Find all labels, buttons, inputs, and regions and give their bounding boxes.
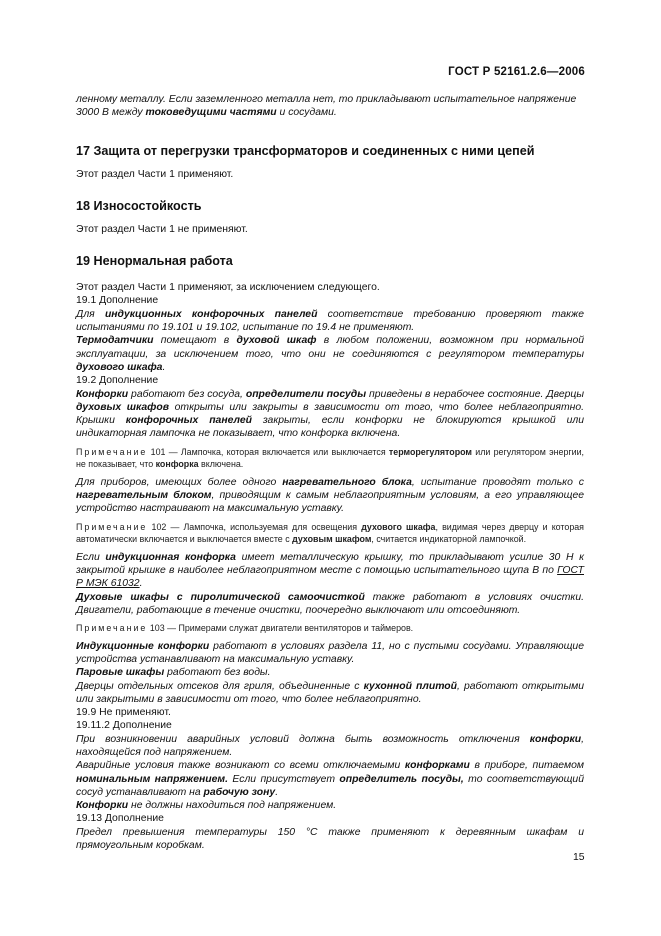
text-run: . (275, 786, 279, 798)
clause-19-2-heading: 19.2 Дополнение (76, 375, 159, 387)
section-17-text: Этот раздел Части 1 применяют. (76, 168, 234, 180)
term-run: нагревательного блока (282, 476, 412, 488)
term-run: определитель посуды, (339, 773, 464, 785)
text-run: или регулятором энергии, не показывает, что (76, 446, 584, 470)
term-run: конфорками (404, 760, 470, 772)
section-18-text: Этот раздел Части 1 не применяют. (76, 223, 248, 235)
term-run: терморегулятором (388, 446, 472, 457)
term-run: конфорочных панелей (125, 415, 252, 427)
term-run: индукционная конфорка (105, 551, 236, 563)
text-run: не должны находиться под напряжением. (128, 800, 337, 812)
text-run: закрыты, если конфорки не блокируются крышкой или индикаторная лампочка не показывает, что конфорка включена. (76, 415, 584, 440)
term-run: номинальным напряжением. (76, 773, 228, 785)
intro-line-2c: и сосудами. (276, 107, 337, 119)
text-run: то соответствующий сосуд устанавливают на (76, 773, 584, 798)
term-run: духового шкафа (361, 521, 436, 532)
note-label: Примечание (76, 446, 148, 457)
term-run: индукционных конфорочных панелей (104, 308, 318, 320)
clause-19-2-paragraph-a (76, 388, 584, 441)
clause-19-2-paragraph-c (76, 476, 584, 516)
clause-19-9: 19.9 Не применяют. (76, 707, 171, 719)
clause-19-1-heading: 19.1 Дополнение (76, 295, 159, 307)
text-run: , видимая через дверцу и которая автоматически включается и выключается вместе с (76, 521, 584, 545)
clause-19-13-heading: 19.13 Дополнение (76, 813, 164, 825)
section-19-text: Этот раздел Части 1 применяют, за исключением следующего. (76, 282, 380, 294)
text-run: , работают открытыми или закрытыми в зависимости от того, что более неблагоприятно. (76, 680, 584, 705)
text-run: , считается индикаторной лампочкой. (371, 534, 527, 545)
section-17-title: 17 Защита от перегрузки трансформаторов и соединенных с ними цепей (76, 143, 535, 158)
standard-reference-link[interactable]: ГОСТ Р МЭК 61032 (76, 564, 584, 590)
text-run: помещают в (153, 335, 237, 347)
note-103 (76, 622, 584, 635)
section-19-title: 19 Ненормальная работа (76, 254, 233, 269)
term-run: рабочую зону (203, 786, 276, 798)
term-run: духовым шкафом (292, 534, 372, 545)
note-101 (76, 446, 584, 471)
term-run: Термодатчики (76, 335, 154, 347)
text-run: приведены в нерабочее состояние. Дверцы (366, 388, 585, 400)
text-run: включена. (198, 459, 244, 470)
text-run: соответствие требованию проверяют также испытаниями по 19.101 и 19.102, испытание по 19.4 не применяют. (76, 308, 584, 334)
text-run: При возникновении аварийных условий должна быть возможность отключения (76, 733, 530, 745)
text-run: . (162, 361, 166, 373)
clause-19-2-paragraph-g (76, 666, 584, 679)
intro-term: токоведущими частями (145, 107, 277, 119)
text-run: также работают в условиях очистки. Двигатели, работающие в течение очистки, поочередно выключают или отсоединяют. (76, 591, 584, 616)
note-label: Примечание (76, 521, 148, 532)
text-run: имеет металлическую крышку, то прикладывают усилие 30 Н к закрытой крышке в наиболее неблагоприятном месте с помощью испытательного щупа В по (76, 551, 584, 576)
term-run: Духовые шкафы с пиролитической самоочисткой (76, 591, 365, 603)
document-header: ГОСТ Р 52161.2.6—2006 (448, 66, 585, 78)
clause-19-2-paragraph-f (76, 640, 584, 667)
text-run: Дверцы отдельных отсеков для гриля, объединенные с (76, 680, 364, 692)
text-run: Если присутствует (227, 773, 340, 785)
text-run: работают без сосуда, (128, 388, 246, 400)
text-run: Для приборов, имеющих более одного (76, 476, 283, 488)
text-run: 101 — Лампочка, которая включается или выключается (147, 446, 389, 457)
text-run: Предел превышения температуры 150 °С также применяют к деревянным шкафам и прямоугольным коробкам. (76, 826, 584, 852)
clause-19-11-2-heading: 19.11.2 Дополнение (76, 720, 172, 732)
clause-19-2-paragraph-e (76, 591, 584, 618)
text-run: в приборе, питаемом (469, 760, 584, 772)
text-run: , испытание проводят только с (411, 476, 584, 488)
term-run: Индукционные конфорки (76, 640, 210, 652)
text-run: открыты или закрыты в зависимости от того, что более неблагоприятно. Крышки (76, 401, 584, 427)
term-run: Паровые шкафы (76, 667, 165, 679)
text-run: в любом положении, возможном при нормальной эксплуатации, за исключением того, что они не соединяются с регулятором температуры (76, 335, 584, 360)
intro-line-2a: 3000 В между (76, 107, 146, 119)
page-number: 15 (573, 852, 585, 863)
document-body (76, 93, 584, 852)
text-run: Аварийные условия также возникают со всеми отключаемыми (76, 760, 405, 772)
text-run: , находящейся под напряжением. (76, 733, 584, 758)
term-run: конфорка (155, 459, 199, 470)
term-run: Конфорки (76, 800, 129, 812)
text-run: работают в условиях раздела 11, но с пустыми сосудами. Управляющие устройства устанавливают на максимальную уставку. (76, 640, 584, 665)
text-run: 103 — Примерами служат двигатели вентиляторов и таймеров. (147, 623, 414, 634)
clause-19-11-2-paragraph-a (76, 733, 584, 760)
term-run: духовой шкаф (236, 335, 317, 347)
clause-19-1-paragraph-a (76, 308, 584, 335)
term-run: духовых шкафов (76, 401, 169, 413)
section-18-title: 18 Износостойкость (76, 198, 202, 213)
note-label: Примечание (76, 623, 148, 634)
term-run: духового шкафа (76, 361, 163, 373)
text-run: Если (76, 551, 106, 563)
clause-19-2-paragraph-h (76, 680, 584, 707)
clause-19-2-paragraph-d (76, 551, 584, 591)
term-run: нагревательным блоком (76, 490, 212, 502)
text-run: , приводящим к самым неблагоприятным условиям, а его управляющее устройство настраивают на максимальную уставку. (76, 490, 584, 515)
clause-19-11-2-paragraph-c (76, 799, 584, 812)
term-run: конфорки (529, 733, 582, 745)
text-run: Для (76, 308, 105, 320)
term-run: определители посуды (245, 388, 367, 400)
clause-19-1-paragraph-b (76, 334, 584, 374)
clause-19-13-paragraph (76, 826, 584, 853)
term-run: кухонной плитой (363, 680, 458, 692)
text-run: работают без воды. (164, 667, 271, 679)
clause-19-11-2-paragraph-b (76, 759, 584, 799)
note-102 (76, 521, 584, 546)
intro-line-1: ленному металлу. Если заземленного металла нет, то прикладывают испытательное напряжение (76, 94, 577, 105)
text-run: . (139, 578, 143, 590)
text-run: 102 — Лампочка, используемая для освещения (147, 521, 362, 532)
term-run: Конфорки (76, 388, 129, 400)
intro-paragraph (76, 93, 584, 120)
